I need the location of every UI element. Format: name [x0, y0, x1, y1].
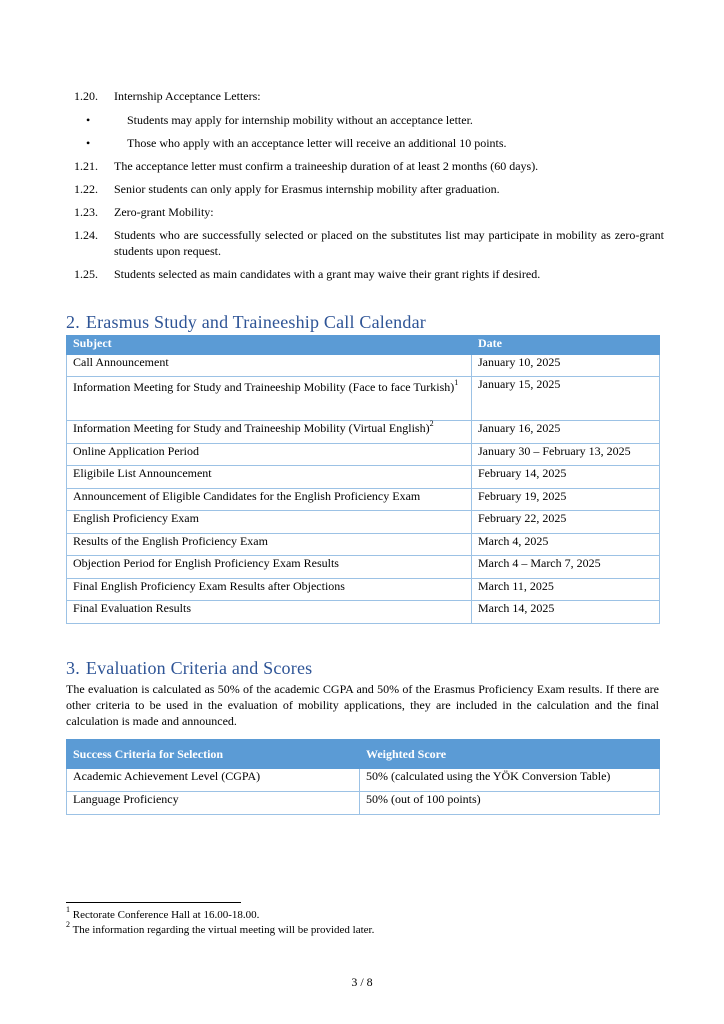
- footnote-text: The information regarding the virtual meeting will be provided later.: [72, 924, 375, 936]
- criteria-cell: Academic Achievement Level (CGPA): [67, 769, 360, 792]
- subject-cell: Final Evaluation Results: [67, 601, 472, 624]
- score-cell: 50% (calculated using the YÖK Conversion Table): [360, 769, 660, 792]
- footnote-mark: 1: [66, 905, 70, 915]
- list-item-text: Students who are successfully selected or placed on the substitutes list may participate in mobility as zero-grant students upon request.: [114, 228, 664, 258]
- list-item: [74, 181, 664, 204]
- table-header-row: [67, 336, 660, 355]
- subject-cell: [67, 377, 472, 421]
- table-row: [67, 466, 660, 489]
- list-item-number: 1.23.: [74, 205, 98, 219]
- subject-text: Information Meeting for Study and Traineeship Mobility (Virtual English): [73, 421, 430, 435]
- footnote-text: Rectorate Conference Hall at 16.00-18.00.: [72, 909, 260, 921]
- date-cell: March 4, 2025: [472, 534, 660, 556]
- calendar-table: [66, 335, 660, 624]
- list-item: [74, 227, 664, 266]
- table-row: [67, 601, 660, 624]
- subject-cell: Results of the English Proficiency Exam: [67, 534, 472, 556]
- date-cell: January 16, 2025: [472, 421, 660, 444]
- subject-cell: Final English Proficiency Exam Results after Objections: [67, 579, 472, 601]
- date-cell: January 10, 2025: [472, 355, 660, 377]
- subject-cell: Eligibile List Announcement: [67, 466, 472, 489]
- section-heading: [66, 658, 312, 679]
- subject-cell: [67, 421, 472, 444]
- list-item-text: Zero-grant Mobility:: [114, 205, 214, 219]
- table-row: [67, 792, 660, 815]
- list-item: [74, 158, 664, 181]
- subject-cell: Online Application Period: [67, 444, 472, 466]
- subject-cell: English Proficiency Exam: [67, 511, 472, 534]
- date-cell: February 19, 2025: [472, 489, 660, 511]
- footnote-divider: [66, 902, 241, 903]
- list-item-text: Students selected as main candidates with a grant may waive their grant rights if desired.: [114, 267, 541, 281]
- criteria-table: [66, 739, 660, 815]
- subject-cell: Objection Period for English Proficiency Exam Results: [67, 556, 472, 579]
- list-item: [74, 204, 664, 227]
- list-item: [74, 266, 664, 286]
- section-number: 3.: [66, 658, 80, 678]
- footnote: [66, 905, 260, 922]
- section-number: 2.: [66, 312, 80, 332]
- table-row: [67, 579, 660, 601]
- date-cell: February 14, 2025: [472, 466, 660, 489]
- list-item: [74, 88, 664, 112]
- date-cell: February 22, 2025: [472, 511, 660, 534]
- list-item-text: Senior students can only apply for Erasmus internship mobility after graduation.: [114, 182, 500, 196]
- date-cell: January 15, 2025: [472, 377, 660, 421]
- footnote-ref: 1: [454, 378, 459, 387]
- list-item-text: The acceptance letter must confirm a traineeship duration of at least 2 months (60 days).: [114, 159, 539, 173]
- list-item-text: Internship Acceptance Letters:: [114, 89, 261, 103]
- list-item: [74, 112, 664, 135]
- column-header: Weighted Score: [360, 740, 660, 769]
- table-row: [67, 769, 660, 792]
- list-item-text: Those who apply with an acceptance letter will receive an additional 10 points.: [127, 136, 507, 150]
- table-row: [67, 534, 660, 556]
- date-cell: March 14, 2025: [472, 601, 660, 624]
- footnote: [66, 920, 375, 937]
- footnote-ref: 2: [429, 419, 434, 428]
- page-number: 3 / 8: [351, 975, 373, 989]
- list-item: [74, 135, 664, 158]
- bullet-icon: •: [86, 113, 91, 127]
- table-row: [67, 421, 660, 444]
- list-item-number: 1.21.: [74, 159, 98, 173]
- table-row: [67, 355, 660, 377]
- list-item-text: Students may apply for internship mobility without an acceptance letter.: [127, 113, 473, 127]
- section-title: Evaluation Criteria and Scores: [85, 658, 313, 678]
- table-row: [67, 444, 660, 466]
- subject-cell: Announcement of Eligible Candidates for the English Proficiency Exam: [67, 489, 472, 511]
- table-row: [67, 489, 660, 511]
- section-heading: [66, 312, 426, 333]
- subject-text: Information Meeting for Study and Traineeship Mobility (Face to face Turkish): [73, 380, 455, 394]
- date-cell: March 11, 2025: [472, 579, 660, 601]
- column-header: Date: [472, 336, 660, 355]
- score-cell: 50% (out of 100 points): [360, 792, 660, 815]
- column-header: Success Criteria for Selection: [67, 740, 360, 769]
- table-row: [67, 556, 660, 579]
- table-row: [67, 511, 660, 534]
- date-cell: March 4 – March 7, 2025: [472, 556, 660, 579]
- table-header-row: [67, 740, 660, 769]
- table-row: [67, 377, 660, 421]
- list-item-number: 1.22.: [74, 182, 98, 196]
- evaluation-paragraph: The evaluation is calculated as 50% of the academic CGPA and 50% of the Erasmus Proficiency Exam results. If there are other criteria to be used in the evaluation of mobility applications, they are included in the calculation and the final calculation is made and announced.: [66, 682, 659, 728]
- numbered-list: [74, 88, 664, 286]
- column-header: Subject: [67, 336, 472, 355]
- footnote-mark: 2: [66, 920, 70, 930]
- list-item-number: 1.25.: [74, 267, 98, 281]
- subject-cell: Call Announcement: [67, 355, 472, 377]
- section-title: Erasmus Study and Traineeship Call Calendar: [85, 312, 426, 332]
- date-cell: January 30 – February 13, 2025: [472, 444, 660, 466]
- criteria-cell: Language Proficiency: [67, 792, 360, 815]
- bullet-icon: •: [86, 136, 91, 150]
- list-item-number: 1.20.: [74, 89, 98, 103]
- list-item-number: 1.24.: [74, 228, 98, 242]
